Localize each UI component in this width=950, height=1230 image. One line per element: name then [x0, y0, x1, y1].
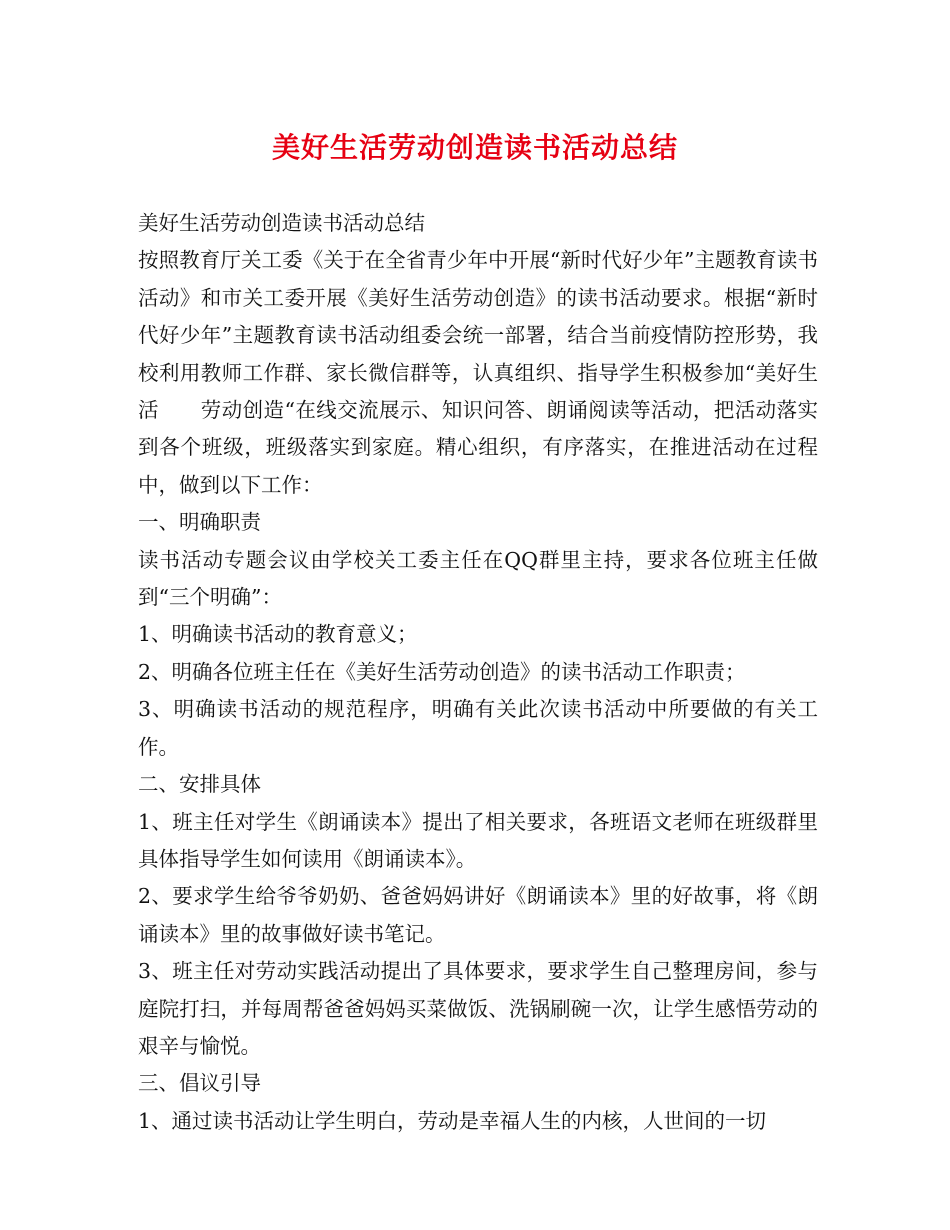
doc-subtitle: 美好生活劳动创造读书活动总结	[138, 211, 425, 235]
section-heading-1: 一、明确职责	[138, 510, 261, 535]
section-3-item-1: 1、通过读书活动让学生明白，劳动是幸福人生的内核，人世间的一切	[138, 1108, 767, 1133]
intro-paragraph: 按照教育厅关工委《关于在全省青少年中开展“新时代好少年”主题教育读书活动》和市关工委开展《美好生活劳动创造》的读书活动要求。根据“新时代好少年”主题教育读书活动组委会统一部署，结合当前疫情防控形势，我校利用教师工作群、家长微信群等，认真组织、指导学生积极参加“美好生活 劳动创造“在线交流展示、知识问答、朗诵阅读等活动，把活动落实到各个班级，班级落实到家庭。精心组织，有序落实，在推进活动在过程中，做到以下工作：	[138, 248, 818, 497]
section-2-item-3: 3、班主任对劳动实践活动提出了具体要求，要求学生自己整理房间，参与庭院打扫，并每周帮爸爸妈妈买菜做饭、洗锅刷碗一次，让学生感悟劳动的艰辛与愉悦。	[138, 959, 818, 1058]
section-heading-2: 二、安排具体	[138, 772, 261, 797]
document-body	[138, 205, 818, 1140]
section-2-item-1: 1、班主任对学生《朗诵读本》提出了相关要求，各班语文老师在班级群里具体指导学生如何读用《朗诵读本》。	[138, 809, 818, 871]
section-1-item-2: 2、明确各位班主任在《美好生活劳动创造》的读书活动工作职责；	[138, 659, 746, 684]
section-1-paragraph: 读书活动专题会议由学校关工委主任在QQ群里主持，要求各位班主任做到“三个明确”：	[138, 547, 818, 610]
section-1-item-1: 1、明确读书活动的教育意义；	[138, 622, 418, 647]
section-1-item-3: 3、明确读书活动的规范程序，明确有关此次读书活动中所要做的有关工作。	[138, 697, 818, 759]
section-2-item-2: 2、要求学生给爷爷奶奶、爸爸妈妈讲好《朗诵读本》里的好故事，将《朗诵读本》里的故事做好读书笔记。	[138, 884, 818, 946]
document-title: 美好生活劳动创造读书活动总结	[271, 131, 678, 164]
section-heading-3: 三、倡议引导	[138, 1071, 261, 1096]
